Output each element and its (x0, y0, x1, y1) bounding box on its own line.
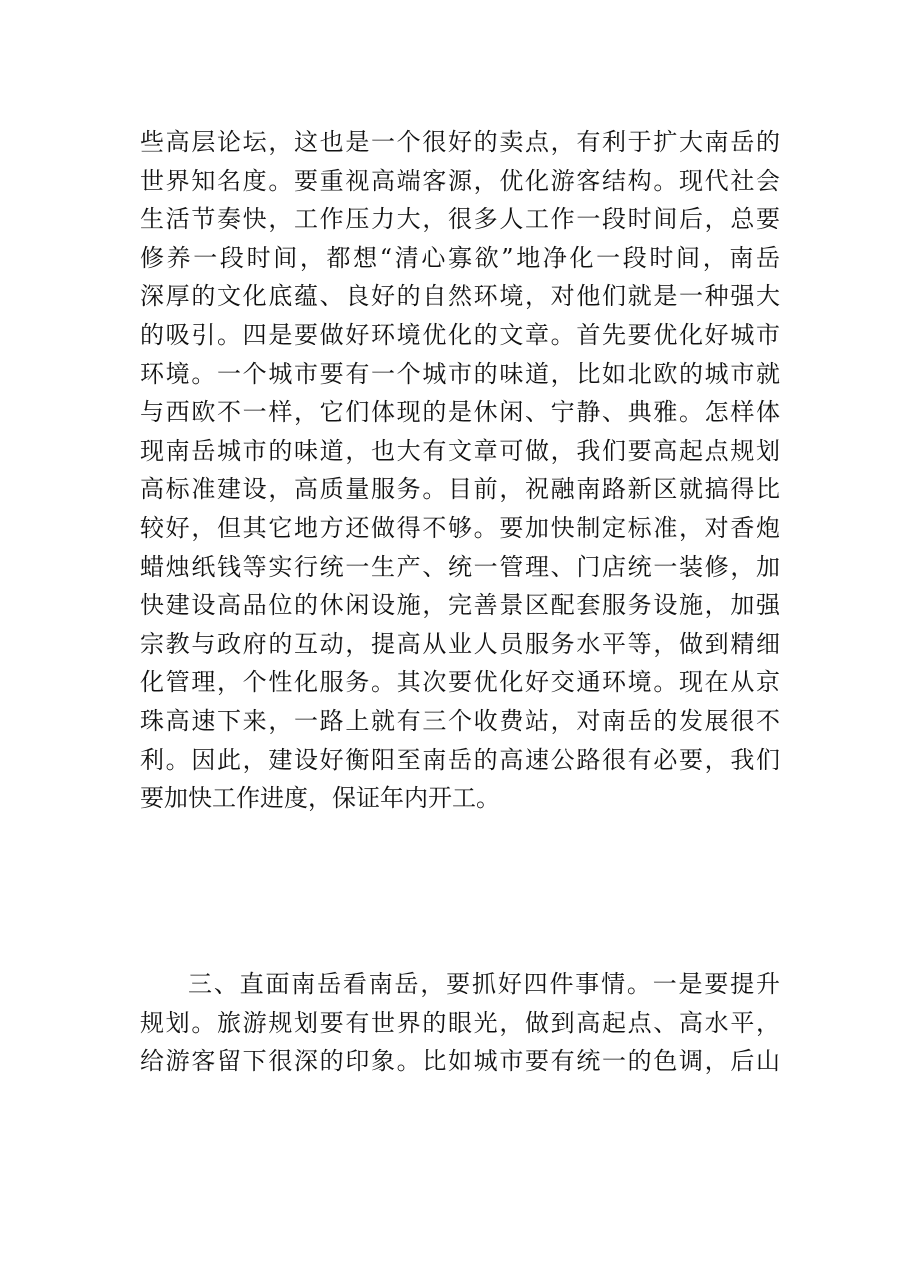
text-line: 现南岳城市的味道，也大有文章可做，我们要高起点规划 (140, 436, 780, 465)
text-line: 规划。旅游规划要有世界的眼光，做到高起点、高水平， (140, 1008, 780, 1037)
text-line: 生活节奏快，工作压力大，很多人工作一段时间后，总要 (140, 205, 780, 234)
text-line: 较好，但其它地方还做得不够。要加快制定标准，对香炮 (140, 513, 780, 542)
paragraph-1 (140, 123, 780, 818)
text-line: 化管理，个性化服务。其次要优化好交通环境。现在从京 (140, 668, 780, 697)
text-line: 三、直面南岳看南岳，要抓好四件事情。一是要提升 (188, 970, 780, 998)
text-line: 宗教与政府的互动，提高从业人员服务水平等，做到精细 (140, 629, 780, 658)
text-line: 与西欧不一样，它们体现的是休闲、宁静、典雅。怎样体 (140, 398, 780, 427)
text-line: 蜡烛纸钱等实行统一生产、统一管理、门店统一装修，加 (140, 552, 780, 581)
text-line: 要加快工作进度，保证年内开工。 (140, 784, 500, 813)
text-line: 深厚的文化底蕴、良好的自然环境，对他们就是一种强大 (140, 282, 780, 311)
text-line: 给游客留下很深的印象。比如城市要有统一的色调，后山 (140, 1047, 780, 1076)
text-line: 的吸引。四是要做好环境优化的文章。首先要优化好城市 (140, 320, 780, 349)
text-line: 世界知名度。要重视高端客源，优化游客结构。现代社会 (140, 166, 780, 195)
text-line: 利。因此，建设好衡阳至南岳的高速公路很有必要，我们 (140, 745, 780, 774)
text-line: 高标准建设，高质量服务。目前，祝融南路新区就搞得比 (140, 475, 780, 504)
paragraph-2 (140, 965, 780, 1081)
text-line: 环境。一个城市要有一个城市的味道，比如北欧的城市就 (140, 359, 780, 388)
text-line: 快建设高品位的休闲设施，完善景区配套服务设施，加强 (140, 591, 780, 620)
text-line: 修养一段时间，都想“清心寡欲”地净化一段时间，南岳 (140, 243, 780, 272)
text-line: 些高层论坛，这也是一个很好的卖点，有利于扩大南岳的 (140, 128, 780, 156)
text-line: 珠高速下来，一路上就有三个收费站，对南岳的发展很不 (140, 706, 780, 735)
